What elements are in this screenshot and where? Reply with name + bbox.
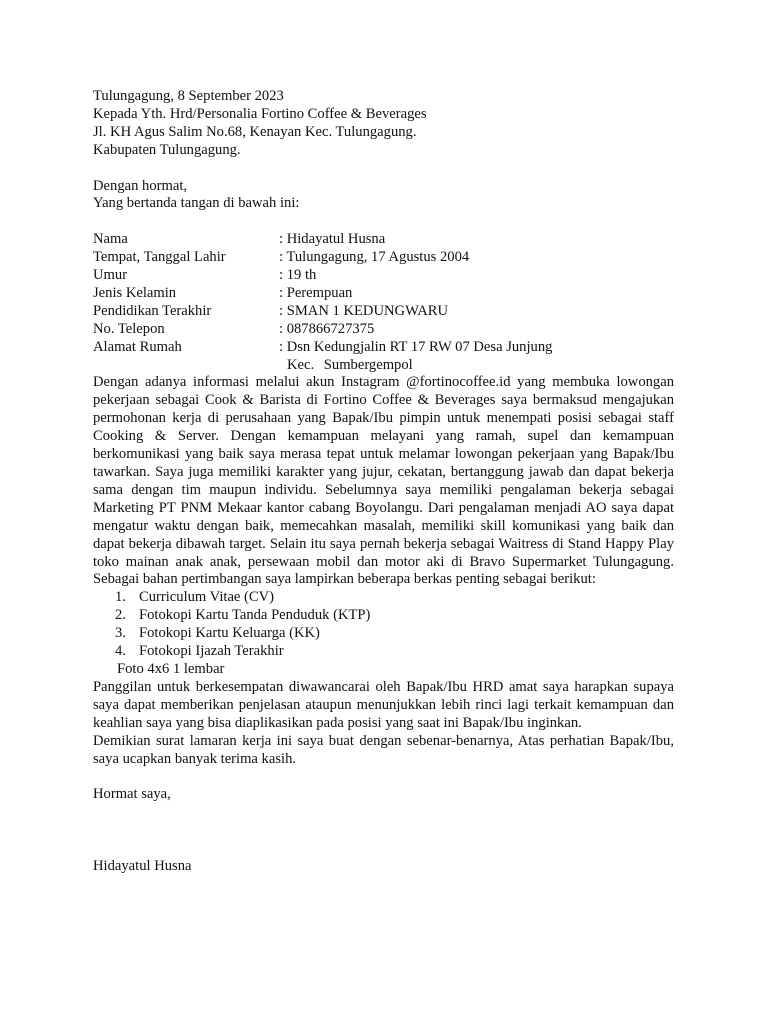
identity-value: : 087866727375 — [279, 320, 375, 337]
identity-row — [93, 339, 674, 357]
intro-line: Yang bertanda tangan di bawah ini: — [93, 195, 300, 212]
letter-page — [93, 88, 674, 876]
attachment-list — [93, 589, 674, 661]
identity-value: : Perempuan — [279, 284, 353, 301]
identity-row — [93, 321, 674, 339]
identity-label: Nama — [93, 231, 128, 248]
identity-label: Alamat Rumah — [93, 338, 182, 355]
identity-value: : Hidayatul Husna — [279, 231, 386, 248]
list-item — [93, 589, 674, 607]
body-paragraph-3: Demikian surat lamaran kerja ini saya buat dengan sebenar-benarnya, Atas perhatian Bapak/Ibu, saya ucapkan banyak terima kasih. — [93, 732, 674, 767]
identity-row — [93, 231, 674, 249]
list-number: 1. — [115, 589, 126, 606]
identity-row — [93, 285, 674, 303]
list-text: Fotokopi Kartu Tanda Penduduk (KTP) — [139, 607, 371, 624]
list-text: Fotokopi Ijazah Terakhir — [139, 643, 284, 660]
list-item — [93, 607, 674, 625]
list-number: 2. — [115, 607, 126, 624]
list-item — [93, 625, 674, 643]
spacer — [93, 213, 674, 231]
identity-label: Umur — [93, 267, 128, 284]
identity-row — [93, 267, 674, 285]
recipient-regency-line: Kabupaten Tulungagung. — [93, 141, 241, 158]
identity-row — [93, 303, 674, 321]
list-text: Fotokopi Kartu Keluarga (KK) — [139, 625, 320, 642]
recipient-line: Kepada Yth. Hrd/Personalia Fortino Coffee & Beverages — [93, 105, 427, 122]
list-item — [93, 643, 674, 661]
identity-label: Jenis Kelamin — [93, 284, 177, 301]
identity-address-continuation: Kec. Sumbergempol — [287, 356, 413, 373]
spacer — [93, 768, 674, 786]
identity-label: No. Telepon — [93, 320, 165, 337]
list-number: 3. — [115, 625, 126, 642]
identity-value: : SMAN 1 KEDUNGWARU — [279, 302, 449, 319]
identity-value: : 19 th — [279, 267, 317, 284]
identity-row — [93, 249, 674, 267]
identity-table — [93, 231, 674, 374]
identity-label: Pendidikan Terakhir — [93, 302, 212, 319]
identity-value: : Dsn Kedungjalin RT 17 RW 07 Desa Junjung — [279, 338, 553, 355]
greeting: Dengan hormat, — [93, 177, 188, 194]
list-text: Curriculum Vitae (CV) — [139, 589, 275, 606]
spacer — [93, 840, 674, 858]
identity-row-continuation — [93, 357, 674, 375]
identity-label: Tempat, Tanggal Lahir — [93, 249, 226, 266]
identity-label-empty — [93, 357, 279, 375]
recipient-address-line: Jl. KH Agus Salim No.68, Kenayan Kec. Tulungagung. — [93, 123, 417, 140]
body-paragraph-1: Dengan adanya informasi melalui akun Instagram @fortinocoffee.id yang membuka lowongan pekerjaan sebagai Cook & Barista di Fortino Coffee & Beverages saya bermaksud mengajukan permohonan kerja di perusahaan yang Bapak/Ibu pimpin untuk menempati posisi sebagai staff Cooking & Server. Dengan kemampuan melayani yang ramah, supel dan kemampuan berkomunikasi yang baik saya merasa tepat untuk melamar lowongan pekerjaan yang Bapak/Ibu tawarkan. Saya juga memiliki karakter yang jujur, cekatan, bertanggung jawab dan dapat bekerja sama dengan tim maupun individu. Sebelumnya saya memiliki pengalaman bekerja sebagai Marketing PT PNM Mekaar kantor cabang Boyolangu. Dari pengalaman menjadi AO saya dapat mengatur waktu dengan baik, memecahkan masalah, memiliki skill komunikasi yang baik dan dapat bekerja dibawah target. Selain itu saya pernah bekerja sebagai Waitress di Stand Happy Play toko mainan anak anak, persewaan mobil dan motor aki di Bravo Supermarket Tulungagung. Sebagai bahan pertimbangan saya lampirkan beberapa berkas penting sebagai berikut: — [93, 374, 674, 588]
list-number: 4. — [115, 643, 126, 660]
spacer — [93, 160, 674, 178]
signature-name: Hidayatul Husna — [93, 857, 192, 874]
attachment-extra-line: Foto 4x6 1 lembar — [117, 660, 225, 677]
signature-space — [93, 804, 674, 840]
date-line: Tulungagung, 8 September 2023 — [93, 88, 284, 104]
body-paragraph-2: Panggilan untuk berkesempatan diwawancarai oleh Bapak/Ibu HRD amat saya harapkan supaya saya dapat memberikan penjelasan ataupun menunjukkan lebih rinci lagi terkait kemampuan dan keahlian saya yang bisa diaplikasikan pada posisi yang saat ini Bapak/Ibu inginkan. — [93, 678, 674, 731]
closing-salutation: Hormat saya, — [93, 786, 171, 803]
identity-value: : Tulungagung, 17 Agustus 2004 — [279, 249, 470, 266]
